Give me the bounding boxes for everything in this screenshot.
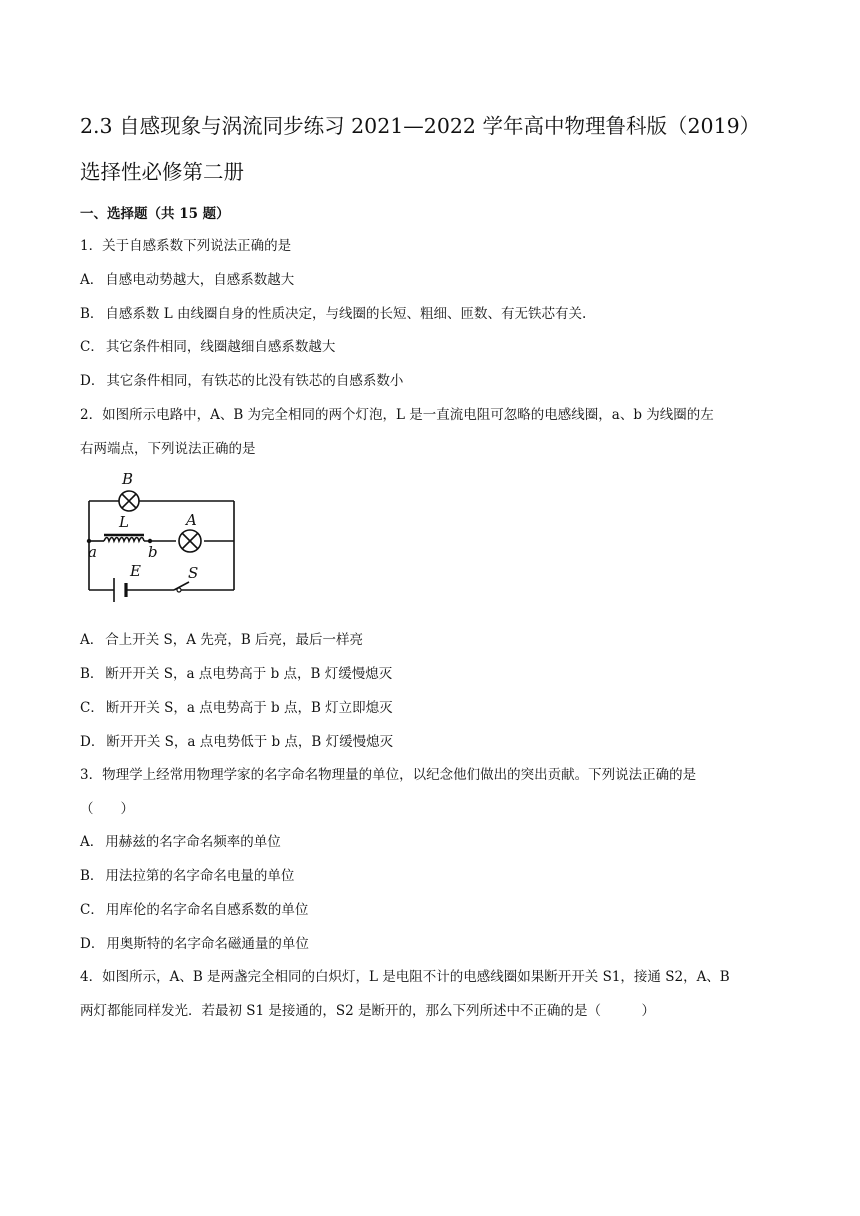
switch-contact-icon [177,588,181,592]
question-3-stem-line-2: （ ） [80,801,134,817]
option-text: 断开开关 S，a 点电势高于 b 点，B 灯立即熄灭 [105,700,393,716]
label-node-a: a [88,543,97,561]
option-text: 合上开关 S，A 先亮，B 后亮，最后一样亮 [105,632,364,648]
option-text: 用赫兹的名字命名频率的单位 [105,834,281,850]
label-a: A [186,511,197,529]
question-3-option-a [80,832,780,852]
option-text: 用法拉第的名字命名电量的单位 [105,868,295,884]
switch-blade [174,582,189,590]
question-3-option-d [80,934,780,954]
question-2-option-c [80,698,780,718]
question-2-option-d [80,732,780,752]
label-e: E [130,562,141,580]
option-label: A． [80,834,104,850]
option-label: B． [80,306,104,322]
option-label: A． [80,632,104,648]
option-label: D． [80,373,105,389]
label-node-b: b [148,543,158,561]
option-text: 其它条件相同，有铁芯的比没有铁芯的自感系数小 [106,373,404,389]
inductor-coil-icon [104,538,144,542]
option-text: 用库伦的名字命名自感系数的单位 [105,902,309,918]
label-b: B [122,470,134,488]
option-text: 断开开关 S，a 点电势低于 b 点，B 灯缓慢熄灭 [106,734,394,750]
question-2-stem-line-2: 右两端点，下列说法正确的是 [80,441,256,457]
circuit-diagram [84,470,244,610]
option-text: 用奥斯特的名字命名磁通量的单位 [106,936,309,952]
question-1-option-b [80,304,780,324]
question-1-stem: 1．关于自感系数下列说法正确的是 [80,238,292,254]
label-l: L [119,513,129,531]
question-1-option-d [80,371,780,391]
document-title-line-2: 选择性必修第二册 [80,160,244,184]
question-2-stem-line-1: 2．如图所示电路中，A、B 为完全相同的两个灯泡，L 是一直流电阻可忽略的电感线圈，a、b 为线圈的左 [80,407,714,423]
option-text: 自感电动势越大，自感系数越大 [105,272,295,288]
question-2-option-b [80,664,780,684]
label-s: S [188,564,199,582]
question-3-stem-line-1: 3．物理学上经常用物理学家的名字命名物理量的单位，以纪念他们做出的突出贡献。下列说法正确的是 [80,767,697,783]
option-label: A． [80,272,104,288]
option-label: C． [80,902,104,918]
section-heading: 一、选择题（共 15 题） [80,206,230,222]
option-label: C． [80,339,104,355]
question-4-stem-line-2: 两灯都能同样发光．若最初 S1 是接通的，S2 是断开的，那么下列所述中不正确的是（ ） [80,1003,656,1019]
option-label: B． [80,868,104,884]
option-label: B． [80,666,104,682]
question-1-option-a [80,270,780,290]
option-text: 自感系数 L 由线圈自身的性质决定，与线圈的长短、粗细、匝数、有无铁芯有关. [105,306,587,322]
question-1-option-c [80,337,780,357]
document-title-line-1: 2.3 自感现象与涡流同步练习 2021—2022 学年高中物理鲁科版（2019） [80,114,761,138]
question-2-option-a [80,630,780,650]
option-label: D． [80,734,105,750]
option-text: 其它条件相同，线圈越细自感系数越大 [105,339,336,355]
option-label: C． [80,700,104,716]
option-label: D． [80,936,105,952]
question-3-option-c [80,900,780,920]
option-text: 断开开关 S，a 点电势高于 b 点，B 灯缓慢熄灭 [105,666,393,682]
question-4-stem-line-1: 4．如图所示，A、B 是两盏完全相同的白炽灯，L 是电阻不计的电感线圈如果断开开关 S1，接通 S2，A、B [80,969,730,985]
question-3-option-b [80,866,780,886]
